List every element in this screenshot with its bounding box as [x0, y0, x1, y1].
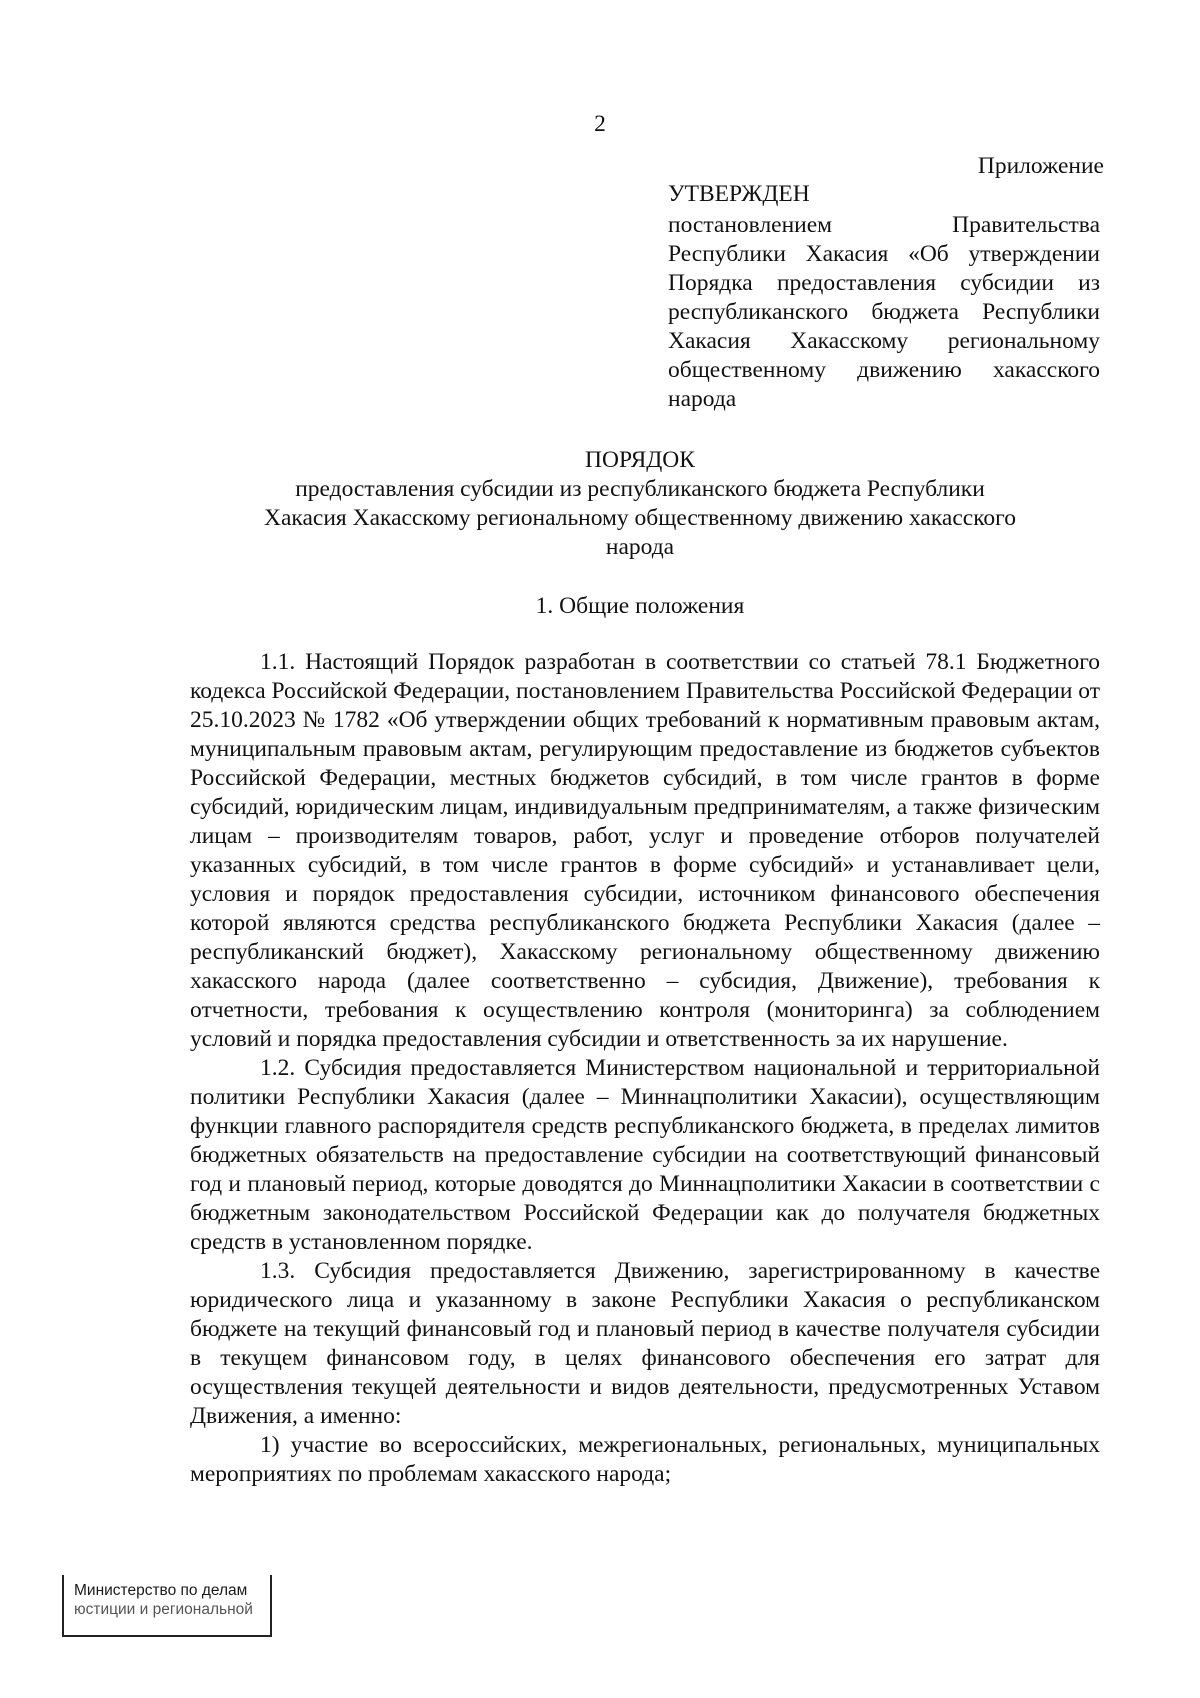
approval-block — [668, 180, 1100, 414]
approval-text: постановлением Правительства Республики Хакасия «Об утверждении Порядка предоставления субсидии из республиканского бюджета Республики Хакасия Хакасскому региональному общественному движению хакасского народа — [668, 212, 1100, 412]
approval-title: УТВЕРЖДЕН — [668, 181, 810, 207]
paragraph-1-2: 1.2. Субсидия предоставляется Министерством национальной и территориальной политики Республики Хакасия (далее – Миннацполитики Хакасии), осуществляющим функции главного распорядителя средств республиканского бюджета, в пределах лимитов бюджетных обязательств на предоставление субсидии на соответствующий финансовый год и плановый период, которые доводятся до Миннацполитики Хакасии в соответствии с бюджетным законодательством Российской Федерации как до получателя бюджетных средств в установленном порядке. — [190, 1055, 1100, 1255]
page-number: 2 — [594, 111, 606, 137]
document-subtitle: предоставления субсидии из республиканского бюджета Республики Хакасия Хакасскому региональному общественному движению хакасского народа — [264, 476, 1016, 560]
section-heading: 1. Общие положения — [535, 593, 745, 619]
document-body — [190, 648, 1100, 1489]
list-item-1: 1) участие во всероссийских, межрегиональных, региональных, муниципальных мероприятиях по проблемам хакасского народа; — [190, 1432, 1100, 1487]
registration-stamp — [62, 1575, 272, 1637]
paragraph-1-3: 1.3. Субсидия предоставляется Движению, зарегистрированному в качестве юридического лица и указанному в законе Республики Хакасия о республиканском бюджете на текущий финансовый год и плановый период в качестве получателя субсидии в текущем финансовом году, в целях финансового обеспечения его затрат для осуществления текущей деятельности и видов деятельности, предусмотренных Уставом Движения, а именно: — [190, 1258, 1100, 1429]
paragraph-1-1: 1.1. Настоящий Порядок разработан в соответствии со статьей 78.1 Бюджетного кодекса Российской Федерации, постановлением Правительства Российской Федерации от 25.10.2023 № 1782 «Об утверждении общих требований к нормативным правовым актам, муниципальным правовым актам, регулирующим предоставление из бюджетов субъектов Российской Федерации, местных бюджетов субсидий, в том числе грантов в форме субсидий, юридическим лицам, индивидуальным предпринимателям, а также физическим лицам – производителям товаров, работ, услуг и проведение отборов получателей указанных субсидий, в том числе грантов в форме субсидий» и устанавливает цели, условия и порядок предоставления субсидии, источником финансового обеспечения которой являются средства республиканского бюджета Республики Хакасия (далее – республиканский бюджет), Хакасскому региональному общественному движению хакасского народа (далее соответственно – субсидия, Движение), требования к отчетности, требования к осуществлению контроля (мониторинга) за соблюдением условий и порядка предоставления субсидии и ответственность за их нарушение. — [190, 649, 1100, 1052]
document-title: ПОРЯДОК — [585, 447, 695, 473]
stamp-line-2: юстиции и региональной — [74, 1601, 253, 1618]
appendix-label: Приложение — [977, 153, 1104, 179]
stamp-line-1: Министерство по делам — [74, 1582, 248, 1599]
document-title-block — [200, 446, 1080, 562]
